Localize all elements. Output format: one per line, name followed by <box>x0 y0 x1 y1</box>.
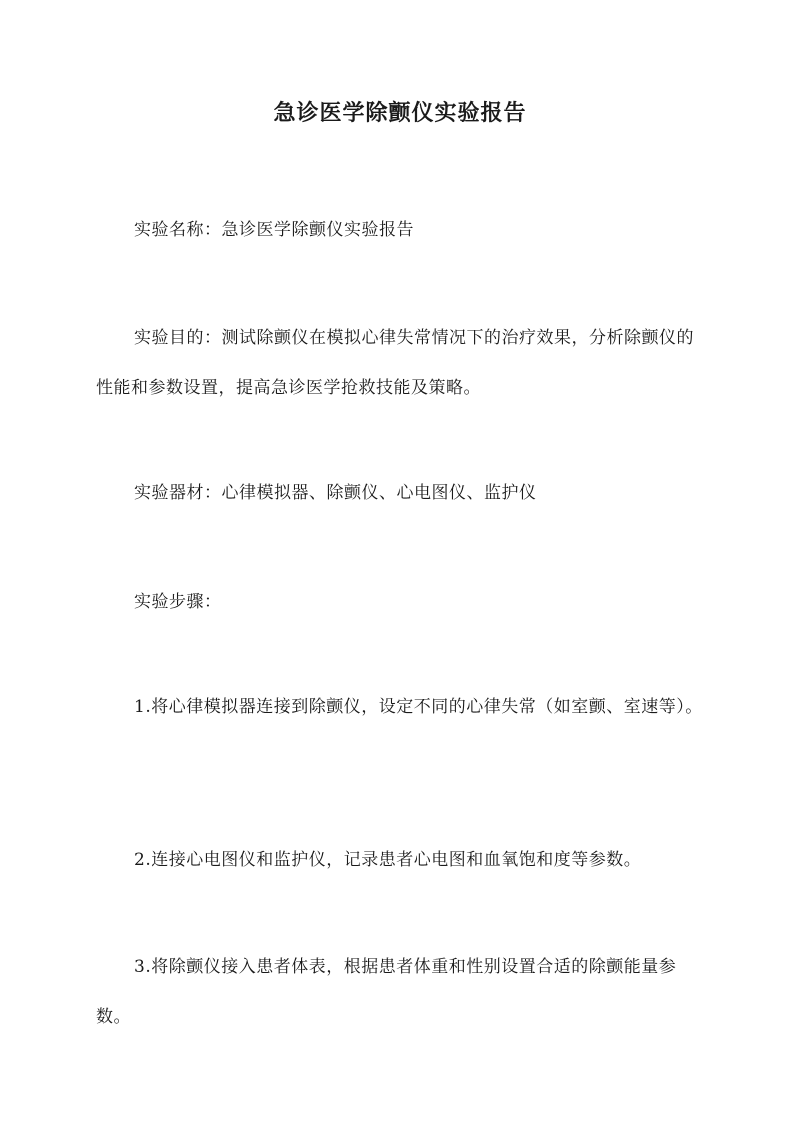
paragraph-experiment-equipment: 实验器材：心律模拟器、除颤仪、心电图仪、监护仪 <box>134 483 537 503</box>
paragraph-step-1: 1.将心律模拟器连接到除颤仪，设定不同的心律失常（如室颤、室速等）。 <box>134 697 703 717</box>
page-title: 急诊医学除颤仪实验报告 <box>273 100 527 126</box>
paragraph-experiment-purpose: 实验目的：测试除颤仪在模拟心律失常情况下的治疗效果，分析除颤仪的性能和参数设置，提高急诊医学抢救技能及策略。 <box>96 328 694 398</box>
paragraph-steps-heading: 实验步骤： <box>134 592 222 612</box>
paragraph-step-2: 2.连接心电图仪和监护仪，记录患者心电图和血氧饱和度等参数。 <box>134 850 642 870</box>
paragraph-step-3: 3.将除颤仪接入患者体表，根据患者体重和性别设置合适的除颤能量参数。 <box>96 957 677 1027</box>
paragraph-experiment-name: 实验名称：急诊医学除颤仪实验报告 <box>134 220 414 240</box>
